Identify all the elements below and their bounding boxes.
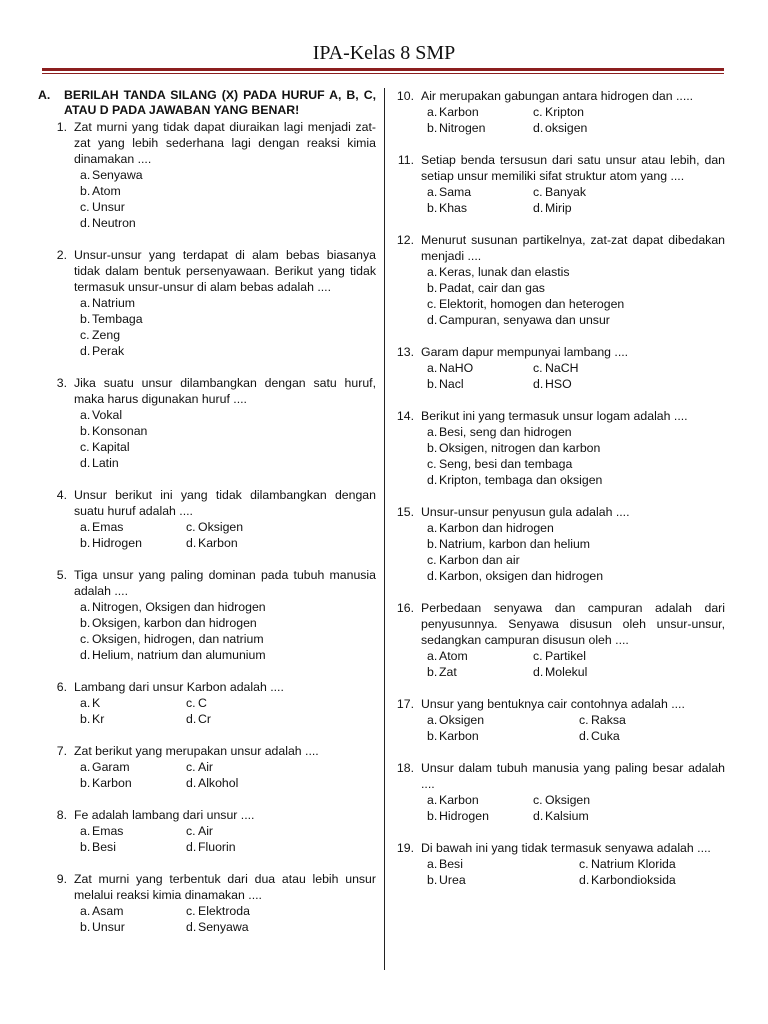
option-text[interactable]: Cuka bbox=[591, 729, 620, 743]
option-row bbox=[395, 120, 725, 136]
option-text[interactable]: Kr bbox=[92, 712, 105, 726]
option-text: Tembaga bbox=[92, 312, 143, 326]
option-text[interactable]: Garam bbox=[92, 760, 130, 774]
option-text: Seng, besi dan tembaga bbox=[439, 457, 573, 471]
header-rule bbox=[42, 68, 724, 71]
option-text: Karbon, oksigen dan hidrogen bbox=[439, 569, 604, 583]
option[interactable] bbox=[395, 456, 725, 472]
option[interactable] bbox=[38, 615, 376, 631]
option-text: Nitrogen, Oksigen dan hidrogen bbox=[92, 600, 266, 614]
option-letter: b. bbox=[80, 616, 91, 630]
option-letter: d. bbox=[80, 456, 91, 470]
right-column bbox=[395, 88, 725, 888]
question-number: 5. bbox=[56, 568, 67, 582]
option-row bbox=[395, 872, 725, 888]
option-letter[interactable]: b. bbox=[427, 201, 438, 215]
question-18 bbox=[395, 760, 725, 792]
option-text[interactable]: Nitrogen bbox=[439, 121, 486, 135]
option-letter: d. bbox=[80, 344, 91, 358]
option-letter[interactable]: b. bbox=[427, 665, 438, 679]
option-text: Zeng bbox=[92, 328, 121, 342]
column-divider bbox=[384, 88, 385, 970]
option-letter[interactable]: a. bbox=[427, 793, 438, 807]
option[interactable] bbox=[38, 311, 376, 327]
question-text: Unsur dalam tubuh manusia yang paling besar adalah .... bbox=[421, 761, 725, 791]
option-row bbox=[395, 712, 725, 728]
question-number: 12. bbox=[396, 233, 414, 247]
option-text[interactable]: Emas bbox=[92, 520, 124, 534]
option-letter[interactable]: a. bbox=[80, 696, 91, 710]
option-letter[interactable]: d. bbox=[579, 729, 590, 743]
question-10 bbox=[395, 88, 725, 104]
option-letter: a. bbox=[80, 296, 91, 310]
option-text[interactable]: Nacl bbox=[439, 377, 464, 391]
option-letter[interactable]: c. bbox=[186, 904, 196, 918]
option-text[interactable]: Sama bbox=[439, 185, 472, 199]
left-column bbox=[38, 88, 376, 935]
option-letter[interactable]: b. bbox=[80, 776, 91, 790]
option-row bbox=[395, 808, 725, 824]
option-row bbox=[395, 200, 725, 216]
question-text: Zat murni yang terbentuk dari dua atau lebih unsur melalui reaksi kimia dinamakan .... bbox=[74, 872, 376, 902]
option-letter: b. bbox=[80, 312, 91, 326]
option-letter[interactable]: b. bbox=[427, 729, 438, 743]
question-number: 18. bbox=[396, 761, 414, 775]
option-letter[interactable]: d. bbox=[533, 201, 544, 215]
option-letter: d. bbox=[427, 313, 438, 327]
option-letter[interactable]: c. bbox=[186, 824, 196, 838]
option-text[interactable]: Natrium Klorida bbox=[591, 857, 676, 871]
option-text: Oksigen, hidrogen, dan natrium bbox=[92, 632, 264, 646]
option-text: Keras, lunak dan elastis bbox=[439, 265, 570, 279]
option-text[interactable]: Kripton bbox=[545, 105, 584, 119]
option[interactable] bbox=[38, 327, 376, 343]
question-text: Fe adalah lambang dari unsur .... bbox=[74, 808, 255, 822]
option-text[interactable]: Urea bbox=[439, 873, 466, 887]
option-letter[interactable]: a. bbox=[427, 713, 438, 727]
option-text[interactable]: Raksa bbox=[591, 713, 626, 727]
option-letter: c. bbox=[427, 457, 437, 471]
option-row bbox=[395, 792, 725, 808]
option-letter[interactable]: a. bbox=[80, 520, 91, 534]
option[interactable] bbox=[395, 536, 725, 552]
option-text[interactable]: Partikel bbox=[545, 649, 587, 663]
option[interactable] bbox=[38, 215, 376, 231]
question-text: Zat murni yang tidak dapat diuraikan lagi menjadi zat-zat yang lebih sederhana lagi dengan reaksi kimia dinamakan .... bbox=[74, 120, 376, 166]
option-row bbox=[395, 728, 725, 744]
option-letter: c. bbox=[80, 440, 90, 454]
option-letter: b. bbox=[80, 424, 91, 438]
option-text: Karbon dan air bbox=[439, 553, 520, 567]
option-letter[interactable]: c. bbox=[533, 361, 543, 375]
question-text: Zat berikut yang merupakan unsur adalah .... bbox=[74, 744, 319, 758]
option[interactable] bbox=[395, 552, 725, 568]
question-number: 11. bbox=[397, 153, 414, 167]
option-text[interactable]: Khas bbox=[439, 201, 468, 215]
option-text: Unsur bbox=[92, 200, 125, 214]
option-row bbox=[395, 360, 725, 376]
section-label: A. bbox=[38, 88, 51, 102]
option-text[interactable]: oksigen bbox=[545, 121, 588, 135]
option-text[interactable]: Alkohol bbox=[198, 776, 239, 790]
option-row bbox=[395, 856, 725, 872]
option-text: Senyawa bbox=[92, 168, 143, 182]
question-number: 13. bbox=[396, 345, 414, 359]
option-letter: d. bbox=[427, 569, 438, 583]
option-row bbox=[38, 759, 376, 775]
option[interactable] bbox=[38, 295, 376, 311]
option-text: Oksigen, karbon dan hidrogen bbox=[92, 616, 257, 630]
question-number: 1. bbox=[56, 120, 67, 134]
option-text[interactable]: Hidrogen bbox=[92, 536, 142, 550]
option-letter[interactable]: c. bbox=[186, 520, 196, 534]
option-text: Besi, seng dan hidrogen bbox=[439, 425, 572, 439]
question-text: Unsur-unsur yang terdapat di alam bebas biasanya tidak dalam bentuk persenyawaan. Berikut yang tidak termasuk unsur-unsur di alam bebas adalah .... bbox=[74, 248, 376, 294]
question-6 bbox=[38, 679, 376, 695]
option-letter[interactable]: c. bbox=[533, 105, 543, 119]
option-letter: a. bbox=[80, 168, 91, 182]
question-16 bbox=[395, 600, 725, 648]
question-1 bbox=[38, 119, 376, 167]
option-row bbox=[395, 184, 725, 200]
option-text[interactable]: Cr bbox=[198, 712, 211, 726]
question-number: 6. bbox=[56, 680, 67, 694]
option-text[interactable]: Asam bbox=[92, 904, 124, 918]
option-text[interactable]: NaHO bbox=[439, 361, 474, 375]
question-7 bbox=[38, 743, 376, 759]
question-8 bbox=[38, 807, 376, 823]
option-text[interactable]: Karbon bbox=[439, 793, 479, 807]
option-text[interactable]: Oksigen bbox=[198, 520, 244, 534]
option-letter[interactable]: b. bbox=[427, 377, 438, 391]
option-letter[interactable]: b. bbox=[427, 809, 438, 823]
question-4 bbox=[38, 487, 376, 519]
option-text: Vokal bbox=[92, 408, 123, 422]
option-text[interactable]: Senyawa bbox=[198, 920, 249, 934]
option-text: Perak bbox=[92, 344, 125, 358]
option-letter[interactable]: a. bbox=[80, 904, 91, 918]
section-heading bbox=[38, 88, 376, 118]
option-row bbox=[38, 535, 376, 551]
question-9 bbox=[38, 871, 376, 903]
option[interactable] bbox=[38, 439, 376, 455]
option-letter: c. bbox=[80, 632, 90, 646]
option-letter[interactable]: d. bbox=[579, 873, 590, 887]
option[interactable] bbox=[395, 472, 725, 488]
option-row bbox=[38, 519, 376, 535]
question-3 bbox=[38, 375, 376, 407]
question-number: 4. bbox=[56, 488, 67, 502]
option-text[interactable]: Molekul bbox=[545, 665, 588, 679]
question-number: 15. bbox=[396, 505, 414, 519]
option[interactable] bbox=[38, 455, 376, 471]
question-text: Unsur-unsur penyusun gula adalah .... bbox=[421, 505, 630, 519]
option-row bbox=[38, 839, 376, 855]
option-text: Konsonan bbox=[92, 424, 148, 438]
option-text[interactable]: NaCH bbox=[545, 361, 579, 375]
header-rule-thin bbox=[42, 73, 724, 74]
option-row bbox=[395, 104, 725, 120]
question-text: Berikut ini yang termasuk unsur logam adalah .... bbox=[421, 409, 688, 423]
question-text: Garam dapur mempunyai lambang .... bbox=[421, 345, 629, 359]
option-letter: a. bbox=[427, 521, 438, 535]
question-15 bbox=[395, 504, 725, 520]
option-letter: d. bbox=[427, 473, 438, 487]
option[interactable] bbox=[38, 167, 376, 183]
option-letter[interactable]: d. bbox=[533, 665, 544, 679]
question-12 bbox=[395, 232, 725, 264]
option[interactable] bbox=[38, 599, 376, 615]
option-text: Campuran, senyawa dan unsur bbox=[439, 313, 610, 327]
option-text[interactable]: HSO bbox=[545, 377, 572, 391]
question-number: 3. bbox=[56, 376, 67, 390]
option-letter[interactable]: b. bbox=[427, 121, 438, 135]
option[interactable] bbox=[395, 440, 725, 456]
question-number: 17. bbox=[396, 697, 414, 711]
question-text: Jika suatu unsur dilambangkan dengan satu huruf, maka harus digunakan huruf .... bbox=[74, 376, 376, 406]
option-letter[interactable]: d. bbox=[533, 377, 544, 391]
option-letter: a. bbox=[427, 265, 438, 279]
option-text: Atom bbox=[92, 184, 121, 198]
option-letter[interactable]: b. bbox=[427, 873, 438, 887]
option-text: Latin bbox=[92, 456, 119, 470]
option-letter: a. bbox=[80, 600, 91, 614]
option-letter: c. bbox=[427, 553, 437, 567]
option-letter: c. bbox=[80, 328, 90, 342]
option-text[interactable]: Air bbox=[198, 824, 214, 838]
option-letter[interactable]: d. bbox=[186, 776, 197, 790]
option-text[interactable]: Air bbox=[198, 760, 214, 774]
option-text[interactable]: Karbon bbox=[198, 536, 238, 550]
question-14 bbox=[395, 408, 725, 424]
option-letter: d. bbox=[80, 648, 91, 662]
option-text[interactable]: Karbon bbox=[439, 729, 479, 743]
option-letter[interactable]: a. bbox=[80, 760, 91, 774]
option-letter: c. bbox=[427, 297, 437, 311]
option-text[interactable]: Karbon bbox=[92, 776, 132, 790]
option-letter[interactable]: d. bbox=[186, 536, 197, 550]
option-text: Karbon dan hidrogen bbox=[439, 521, 554, 535]
option-text[interactable]: Besi bbox=[439, 857, 463, 871]
option-row bbox=[395, 648, 725, 664]
option-text[interactable]: Emas bbox=[92, 824, 124, 838]
option-row bbox=[38, 823, 376, 839]
option[interactable] bbox=[395, 312, 725, 328]
option-text[interactable]: K bbox=[92, 696, 101, 710]
option-letter[interactable]: c. bbox=[533, 793, 543, 807]
option-text: Helium, natrium dan alumunium bbox=[92, 648, 266, 662]
question-number: 10. bbox=[396, 89, 414, 103]
option-row bbox=[395, 664, 725, 680]
option-text[interactable]: Mirip bbox=[545, 201, 572, 215]
option-text: Natrium, karbon dan helium bbox=[439, 537, 591, 551]
option-letter[interactable]: d. bbox=[186, 712, 197, 726]
page-title: IPA-Kelas 8 SMP bbox=[312, 42, 456, 64]
question-text: Setiap benda tersusun dari satu unsur atau lebih, dan setiap unsur memiliki sifat struktur atom yang .... bbox=[421, 153, 725, 183]
option-letter: b. bbox=[427, 281, 438, 295]
option-row bbox=[38, 919, 376, 935]
option[interactable] bbox=[395, 520, 725, 536]
question-number: 14. bbox=[396, 409, 414, 423]
option-text[interactable]: Karbon bbox=[439, 105, 479, 119]
option-text: Kapital bbox=[92, 440, 130, 454]
option[interactable] bbox=[38, 407, 376, 423]
option-letter[interactable]: d. bbox=[533, 809, 544, 823]
option-letter[interactable]: c. bbox=[186, 760, 196, 774]
question-text: Tiga unsur yang paling dominan pada tubuh manusia adalah .... bbox=[74, 568, 376, 598]
option-text[interactable]: Unsur bbox=[92, 920, 125, 934]
question-17 bbox=[395, 696, 725, 712]
option[interactable] bbox=[395, 568, 725, 584]
option-letter[interactable]: b. bbox=[80, 712, 91, 726]
option-text[interactable]: Fluorin bbox=[198, 840, 236, 854]
option-letter[interactable]: c. bbox=[533, 185, 543, 199]
option-letter[interactable]: b. bbox=[80, 536, 91, 550]
option-letter[interactable]: b. bbox=[80, 920, 91, 934]
option-letter[interactable]: c. bbox=[186, 696, 196, 710]
option-letter: b. bbox=[80, 184, 91, 198]
option-text[interactable]: Zat bbox=[439, 665, 457, 679]
option-text: Elektorit, homogen dan heterogen bbox=[439, 297, 625, 311]
option-letter[interactable]: d. bbox=[186, 920, 197, 934]
option-letter: b. bbox=[427, 537, 438, 551]
option-text[interactable]: Besi bbox=[92, 840, 116, 854]
question-text: Di bawah ini yang tidak termasuk senyawa adalah .... bbox=[421, 841, 711, 855]
option[interactable] bbox=[38, 343, 376, 359]
option-letter[interactable]: a. bbox=[427, 185, 438, 199]
option-letter: a. bbox=[427, 425, 438, 439]
option-letter[interactable]: a. bbox=[80, 824, 91, 838]
option-text[interactable]: Hidrogen bbox=[439, 809, 489, 823]
option-text[interactable]: Oksigen bbox=[439, 713, 485, 727]
question-11 bbox=[395, 152, 725, 184]
question-text: Menurut susunan partikelnya, zat-zat dapat dibedakan menjadi .... bbox=[421, 233, 725, 263]
option-text[interactable]: Atom bbox=[439, 649, 468, 663]
question-text: Lambang dari unsur Karbon adalah .... bbox=[74, 680, 284, 694]
option-text[interactable]: Karbondioksida bbox=[591, 873, 676, 887]
option-row bbox=[38, 775, 376, 791]
option-text: Oksigen, nitrogen dan karbon bbox=[439, 441, 601, 455]
option-row bbox=[38, 903, 376, 919]
option-text: Neutron bbox=[92, 216, 136, 230]
option[interactable] bbox=[38, 183, 376, 199]
question-number: 16. bbox=[396, 601, 414, 615]
question-text: Unsur yang bentuknya cair contohnya adalah .... bbox=[421, 697, 685, 711]
question-19 bbox=[395, 840, 725, 856]
option[interactable] bbox=[395, 296, 725, 312]
option[interactable] bbox=[38, 631, 376, 647]
option-letter[interactable]: a. bbox=[427, 649, 438, 663]
option-letter[interactable]: d. bbox=[186, 840, 197, 854]
option-letter: a. bbox=[80, 408, 91, 422]
option[interactable] bbox=[395, 424, 725, 440]
option-text[interactable]: Banyak bbox=[545, 185, 587, 199]
option[interactable] bbox=[38, 423, 376, 439]
option-letter[interactable]: c. bbox=[579, 857, 589, 871]
option[interactable] bbox=[38, 647, 376, 663]
question-text: Perbedaan senyawa dan campuran adalah dari penyusunnya. Senyawa disusun oleh unsur-unsur, sedangkan campuran disusun oleh .... bbox=[421, 601, 725, 647]
section-instruction: BERILAH TANDA SILANG (X) PADA HURUF A, B, C, ATAU D PADA JAWABAN YANG BENAR! bbox=[64, 88, 376, 117]
question-text: Unsur berikut ini yang tidak dilambangkan dengan suatu huruf adalah .... bbox=[74, 488, 376, 518]
option-letter[interactable]: c. bbox=[533, 649, 543, 663]
option-letter: d. bbox=[80, 216, 91, 230]
option-letter[interactable]: a. bbox=[427, 105, 438, 119]
question-number: 8. bbox=[56, 808, 67, 822]
option-text[interactable]: Elektroda bbox=[198, 904, 250, 918]
question-13 bbox=[395, 344, 725, 360]
question-number: 19. bbox=[396, 841, 414, 855]
option[interactable] bbox=[395, 280, 725, 296]
question-2 bbox=[38, 247, 376, 295]
option-text[interactable]: Kalsium bbox=[545, 809, 589, 823]
option[interactable] bbox=[395, 264, 725, 280]
option-row bbox=[38, 695, 376, 711]
option-letter[interactable]: d. bbox=[533, 121, 544, 135]
option-text[interactable]: C bbox=[198, 696, 207, 710]
option[interactable] bbox=[38, 199, 376, 215]
option-text: Kripton, tembaga dan oksigen bbox=[439, 473, 603, 487]
option-row bbox=[38, 711, 376, 727]
option-text: Natrium bbox=[92, 296, 136, 310]
question-text: Air merupakan gabungan antara hidrogen dan ..... bbox=[421, 89, 694, 103]
question-number: 7. bbox=[56, 744, 67, 758]
option-letter[interactable]: b. bbox=[80, 840, 91, 854]
option-letter[interactable]: a. bbox=[427, 361, 438, 375]
question-5 bbox=[38, 567, 376, 599]
question-number: 9. bbox=[56, 872, 67, 886]
question-number: 2. bbox=[56, 248, 67, 262]
option-letter[interactable]: a. bbox=[427, 857, 438, 871]
option-letter: b. bbox=[427, 441, 438, 455]
option-text: Padat, cair dan gas bbox=[439, 281, 545, 295]
option-text[interactable]: Oksigen bbox=[545, 793, 591, 807]
option-row bbox=[395, 376, 725, 392]
option-letter: c. bbox=[80, 200, 90, 214]
option-letter[interactable]: c. bbox=[579, 713, 589, 727]
